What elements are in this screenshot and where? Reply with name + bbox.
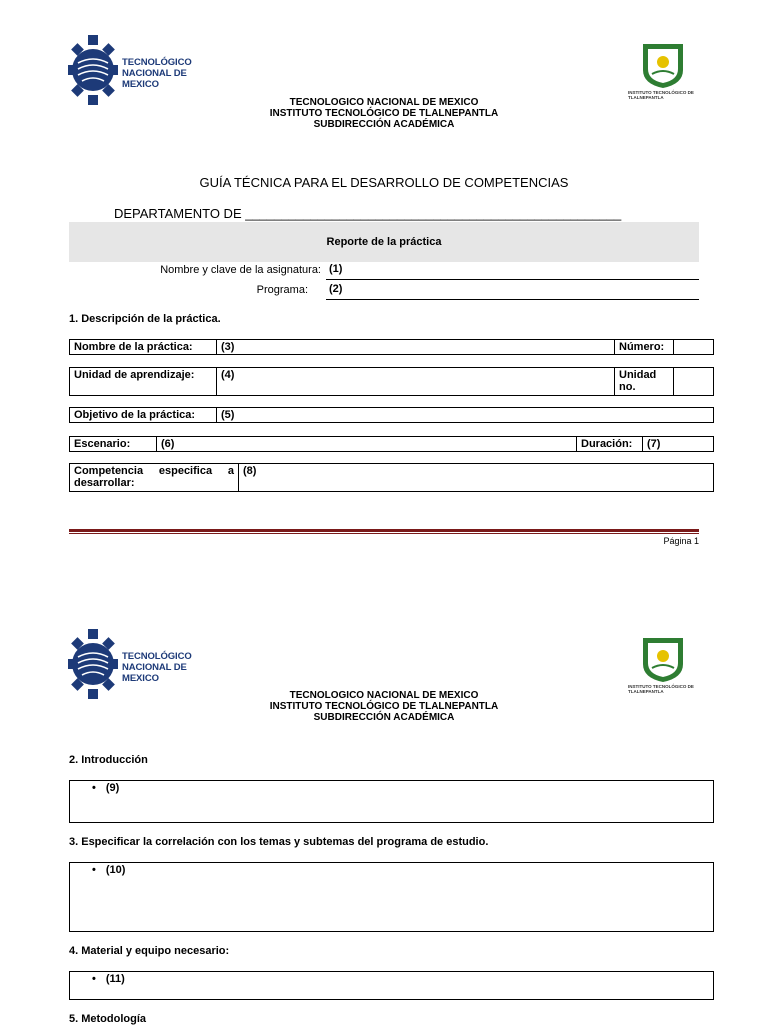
material-bullet: • (11) (92, 973, 125, 985)
tecnm-logo-text: TECNOLÓGICO NACIONAL DE MEXICO (122, 651, 192, 684)
section-4-heading: 4. Material y equipo necesario: (69, 945, 230, 957)
practice-name-row (69, 339, 714, 355)
program-label: Programa: (256, 284, 308, 296)
practice-name-field[interactable]: (3) (216, 340, 614, 354)
objective-row (69, 407, 714, 423)
correlation-box[interactable] (69, 862, 714, 932)
department-line: DEPARTAMENTO DE ____________________________________________________ (114, 206, 622, 221)
footer-rule (69, 529, 699, 532)
tecnm-logo (68, 33, 218, 107)
duration-field[interactable]: (7) (642, 437, 713, 451)
header-line-1: TECNOLOGICO NACIONAL DE MEXICO (289, 97, 479, 108)
correlation-bullet: • (10) (92, 864, 125, 876)
header-line-1-page2: TECNOLOGICO NACIONAL DE MEXICO (289, 690, 479, 701)
unit-field[interactable]: (4) (216, 368, 614, 395)
header-line-3: SUBDIRECCIÓN ACADÉMICA (313, 119, 455, 130)
duration-label: Duración: (576, 437, 642, 451)
section-5-heading: 5. Metodología (69, 1013, 146, 1025)
objective-field[interactable]: (5) (216, 408, 713, 422)
number-label: Número: (614, 340, 673, 354)
footer-rule-thin (69, 533, 699, 534)
crest-caption: INSTITUTO TECNOLÓGICO DE TLALNEPANTLA (628, 90, 694, 100)
competence-row (69, 463, 714, 492)
shield-icon (638, 40, 688, 90)
competence-label: Competencia especifica a desarrollar: (74, 465, 234, 489)
number-field[interactable] (673, 340, 713, 354)
unit-no-label: Unidad no. (614, 368, 673, 395)
section-2-heading: 2. Introducción (69, 754, 148, 766)
unit-no-field[interactable] (673, 368, 713, 395)
program-field[interactable]: (2) (326, 283, 699, 300)
page-title: GUÍA TÉCNICA PARA EL DESARROLLO DE COMPETENCIAS (199, 175, 569, 190)
ittla-crest (628, 40, 698, 102)
section-1-heading: 1. Descripción de la práctica. (69, 313, 221, 325)
header-line-3-page2: SUBDIRECCIÓN ACADÉMICA (313, 712, 455, 723)
header-line-2: INSTITUTO TECNOLÓGICO DE TLALNEPANTLA (269, 108, 499, 119)
scenario-label: Escenario: (74, 438, 131, 450)
report-banner (69, 222, 699, 262)
practice-name-label: Nombre de la práctica: (74, 341, 193, 353)
ittla-crest-page2 (628, 634, 698, 696)
tecnm-logo-text: TECNOLÓGICO NACIONAL DE MEXICO (122, 57, 192, 90)
scenario-field[interactable]: (6) (156, 437, 576, 451)
subject-field[interactable]: (1) (326, 263, 699, 280)
header-line-2-page2: INSTITUTO TECNOLÓGICO DE TLALNEPANTLA (269, 701, 499, 712)
section-3-heading: 3. Especificar la correlación con los temas y subtemas del programa de estudio. (69, 836, 489, 848)
crest-caption: INSTITUTO TECNOLÓGICO DE TLALNEPANTLA (628, 684, 694, 694)
intro-bullet: • (9) (92, 782, 119, 794)
unit-label: Unidad de aprendizaje: (74, 369, 195, 381)
intro-box[interactable] (69, 780, 714, 823)
material-box[interactable] (69, 971, 714, 1000)
report-banner-text: Reporte de la práctica (326, 236, 442, 248)
tecnm-gear-icon (68, 33, 118, 107)
page-number: Página 1 (663, 536, 699, 546)
competence-field[interactable]: (8) (238, 464, 713, 491)
unit-row (69, 367, 714, 396)
objective-label: Objetivo de la práctica: (74, 409, 196, 421)
scenario-row (69, 436, 714, 452)
subject-label: Nombre y clave de la asignatura: (160, 264, 321, 276)
shield-icon (638, 634, 688, 684)
